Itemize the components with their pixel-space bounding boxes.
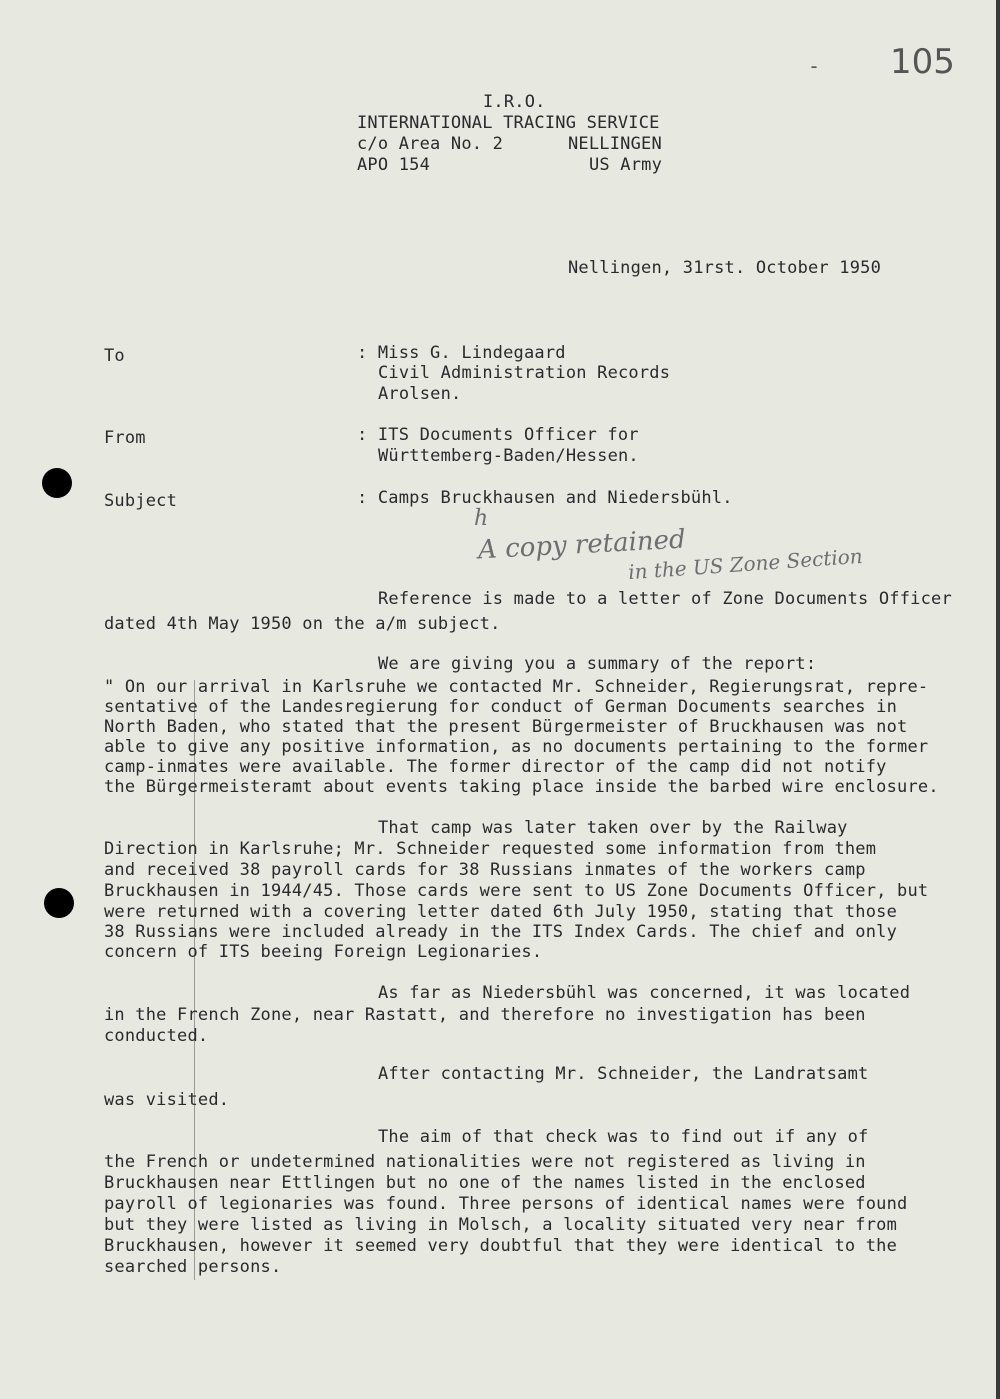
para6-line-3: Bruckhausen near Ettlingen but no one of the names listed in the enclosed <box>104 1173 866 1193</box>
from-label: From <box>104 428 146 448</box>
date-line: Nellingen, 31rst. October 1950 <box>568 258 882 278</box>
para4-line-3: conducted. <box>104 1026 209 1046</box>
subject-line: : Camps Bruckhausen and Niedersbühl. <box>357 488 733 508</box>
para2-line-5: able to give any positive information, as no documents pertaining to the former <box>104 737 929 757</box>
page-number-dash: - <box>808 54 821 78</box>
para6-line-1: The aim of that check was to find out if any of <box>378 1127 869 1147</box>
para6-line-7: searched persons. <box>104 1257 282 1277</box>
letterhead-area: c/o Area No. 2 <box>357 134 504 154</box>
para3-line-4: Bruckhausen in 1944/45. Those cards were sent to US Zone Documents Officer, but <box>104 881 929 901</box>
from-line-1: : ITS Documents Officer for <box>357 425 639 445</box>
para2-line-7: the Bürgermeisteramt about events taking place inside the barbed wire enclosure. <box>104 777 939 797</box>
para3-line-5: were returned with a covering letter dated 6th July 1950, stating that those <box>104 902 898 922</box>
para6-line-6: Bruckhausen, however it seemed very doubtful that they were identical to the <box>104 1236 898 1256</box>
para2-line-6: camp-inmates were available. The former director of the camp did not notify <box>104 757 887 777</box>
to-line-1: : Miss G. Lindegaard <box>357 343 566 363</box>
letterhead-army: US Army <box>589 155 663 175</box>
para3-line-7: concern of ITS beeing Foreign Legionaries. <box>104 942 543 962</box>
para3-line-6: 38 Russians were included already in the ITS Index Cards. The chief and only <box>104 922 898 942</box>
handwritten-mark: h <box>474 506 489 531</box>
para3-line-2: Direction in Karlsruhe; Mr. Schneider requested some information from them <box>104 839 877 859</box>
to-label: To <box>104 346 125 366</box>
letterhead-town: NELLINGEN <box>568 134 662 154</box>
page-number: 105 <box>890 42 955 82</box>
punch-hole-bottom <box>44 888 74 918</box>
letterhead-org: I.R.O. <box>483 92 546 112</box>
para4-line-1: As far as Niedersbühl was concerned, it was located <box>378 983 911 1003</box>
handwritten-note-line-1: A copy retained <box>477 524 687 566</box>
para6-line-5: but they were listed as living in Molsch, a locality situated very near from <box>104 1215 898 1235</box>
letterhead-service: INTERNATIONAL TRACING SERVICE <box>357 113 660 133</box>
to-line-3: Arolsen. <box>378 384 462 404</box>
scan-edge <box>996 0 1000 1399</box>
letterhead-apo: APO 154 <box>357 155 431 175</box>
para3-line-3: and received 38 payroll cards for 38 Russians inmates of the workers camp <box>104 860 866 880</box>
para4-line-2: in the French Zone, near Rastatt, and therefore no investigation has been <box>104 1005 866 1025</box>
subject-label: Subject <box>104 491 178 511</box>
para5-line-1: After contacting Mr. Schneider, the Landratsamt <box>378 1064 869 1084</box>
para1-line-2: dated 4th May 1950 on the a/m subject. <box>104 614 501 634</box>
para1-line-1: Reference is made to a letter of Zone Documents Officer <box>378 589 952 609</box>
from-line-2: Württemberg-Baden/Hessen. <box>378 446 639 466</box>
para2-line-3: sentative of the Landesregierung for conduct of German Documents searches in <box>104 697 898 717</box>
para2-line-2: " On our arrival in Karlsruhe we contacted Mr. Schneider, Regierungsrat, repre- <box>104 677 929 697</box>
para5-line-2: was visited. <box>104 1090 230 1110</box>
para2-line-4: North Baden, who stated that the present Bürgermeister of Bruckhausen was not <box>104 717 908 737</box>
para3-line-1: That camp was later taken over by the Railway <box>378 818 848 838</box>
para6-line-4: payroll of legionaries was found. Three persons of identical names were found <box>104 1194 908 1214</box>
punch-hole-top <box>42 468 72 498</box>
para6-line-2: the French or undetermined nationalities were not registered as living in <box>104 1152 866 1172</box>
para2-line-1: We are giving you a summary of the report: <box>378 654 817 674</box>
to-line-2: Civil Administration Records <box>378 363 671 383</box>
handwritten-note-line-2: in the US Zone Section <box>627 543 864 585</box>
